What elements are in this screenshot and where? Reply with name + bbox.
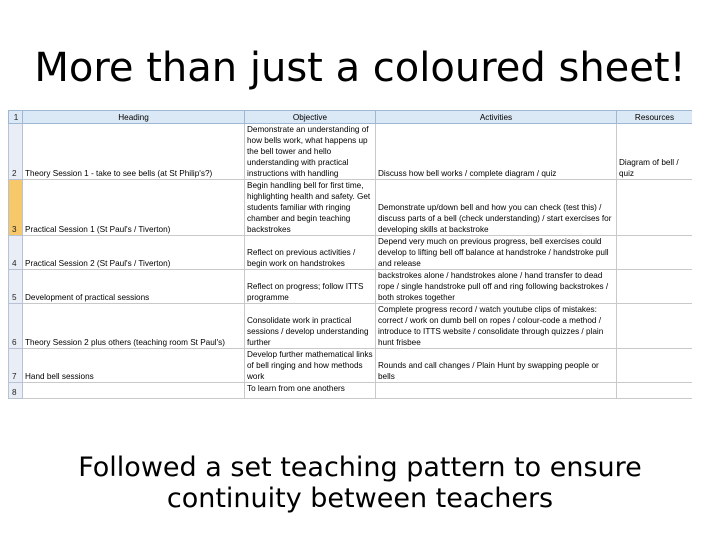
cell-objective: Demonstrate an understanding of how bells work, what happens up the bell tower and hello understanding with practical instructions with handling (245, 124, 376, 180)
cell-heading: Practical Session 2 (St Paul's / Tiverton) (23, 236, 245, 270)
slide-title: More than just a coloured sheet! (34, 45, 686, 91)
cell-activities: Discuss how bell works / complete diagram / quiz (376, 124, 617, 180)
table-row (9, 180, 693, 236)
row-number: 6 (9, 304, 23, 349)
table-row (9, 304, 693, 349)
cell-activities: backstrokes alone / handstrokes alone / hand transfer to dead rope / single handstroke pull off and ring following backstrokes / both strokes together (376, 270, 617, 304)
cell-resources (617, 349, 693, 383)
cell-objective: Consolidate work in practical sessions / develop understanding further (245, 304, 376, 349)
column-header-activities: Activities (376, 111, 617, 124)
row-number: 8 (9, 383, 23, 399)
cell-activities: Depend very much on previous progress, bell exercises could develop to lifting bell off balance at handstroke / handstroke pull and release (376, 236, 617, 270)
table-row (9, 236, 693, 270)
cell-resources: Diagram of bell / quiz (617, 124, 693, 180)
cell-objective: Reflect on previous activities / begin work on handstrokes (245, 236, 376, 270)
table-row (9, 124, 693, 180)
slide-caption (0, 452, 720, 514)
row-number: 2 (9, 124, 23, 180)
cell-objective: Develop further mathematical links of bell ringing and how methods work (245, 349, 376, 383)
caption-line: Followed a set teaching pattern to ensure (78, 452, 642, 483)
row-number: 4 (9, 236, 23, 270)
cell-objective: Begin handling bell for first time, highlighting health and safety. Get students familiar with ringing chamber and begin teaching backstrokes (245, 180, 376, 236)
caption-line: continuity between teachers (166, 483, 554, 514)
cell-objective: To learn from one anothers (245, 383, 376, 399)
cell-resources (617, 383, 693, 399)
cell-resources (617, 236, 693, 270)
column-header-heading: Heading (23, 111, 245, 124)
row-number: 1 (9, 111, 23, 124)
row-number-selected: 3 (9, 180, 23, 236)
table-row (9, 349, 693, 383)
cell-heading (23, 383, 245, 399)
cell-heading: Theory Session 2 plus others (teaching room St Paul's) (23, 304, 245, 349)
table-row (9, 270, 693, 304)
table-row (9, 383, 693, 399)
column-header-resources: Resources (617, 111, 693, 124)
row-number: 7 (9, 349, 23, 383)
header-row (9, 111, 693, 124)
cell-heading: Development of practical sessions (23, 270, 245, 304)
cell-heading: Hand bell sessions (23, 349, 245, 383)
cell-resources (617, 304, 693, 349)
cell-activities: Complete progress record / watch youtube clips of mistakes: correct / work on dumb bell on ropes / colour-code a method / introduce to ITTS website / consolidate through quizzes / plain hunt frisbee (376, 304, 617, 349)
spreadsheet-screenshot (8, 110, 692, 410)
row-number: 5 (9, 270, 23, 304)
cell-resources (617, 270, 693, 304)
cell-activities (376, 383, 617, 399)
cell-heading: Theory Session 1 - take to see bells (at St Philip's?) (23, 124, 245, 180)
cell-heading: Practical Session 1 (St Paul's / Tiverton) (23, 180, 245, 236)
cell-activities: Rounds and call changes / Plain Hunt by swapping people or bells (376, 349, 617, 383)
column-header-objective: Objective (245, 111, 376, 124)
cell-activities: Demonstrate up/down bell and how you can check (test this) / discuss parts of a bell (check understanding) / start exercises for developing skills at backstroke (376, 180, 617, 236)
lesson-plan-table (8, 110, 692, 399)
cell-objective: Reflect on progress; follow ITTS programme (245, 270, 376, 304)
cell-resources (617, 180, 693, 236)
